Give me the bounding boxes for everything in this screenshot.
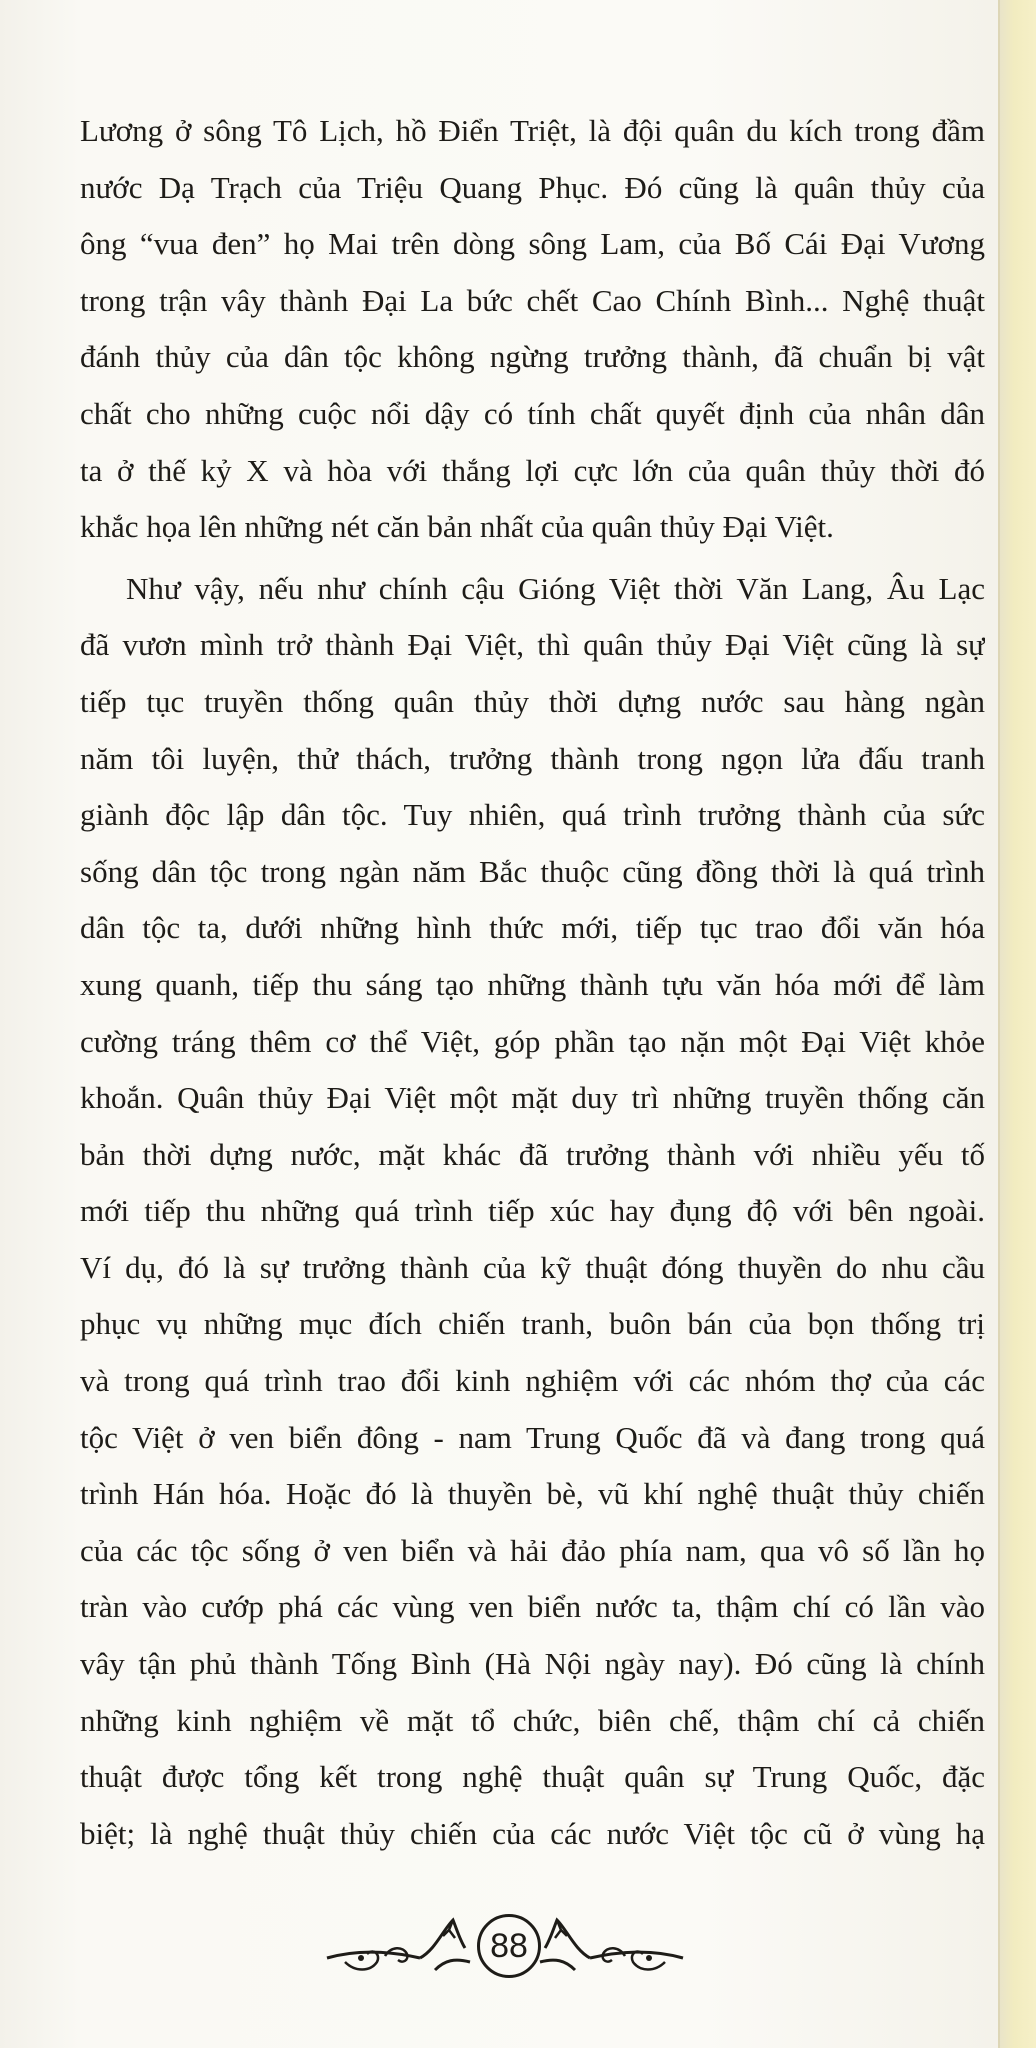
text-line: vây tận phủ thành Tống Bình (Hà Nội ngày nay). Đó cũng là chính <box>80 1646 985 1682</box>
text-line: tràn vào cướp phá các vùng ven biển nước ta, thậm chí có lần vào <box>80 1589 985 1625</box>
text-line: trong trận vây thành Đại La bức chết Cao Chính Bình... Nghệ thuật <box>80 282 985 318</box>
text-line: Ví dụ, đó là sự trưởng thành của kỹ thuật đóng thuyền do nhu cầu <box>80 1249 985 1285</box>
text-line: đã vươn mình trở thành Đại Việt, thì quân thủy Đại Việt cũng là sự <box>80 627 985 663</box>
paragraph <box>80 103 985 556</box>
text-line: phục vụ những mục đích chiến tranh, buôn bán của bọn thống trị <box>80 1306 985 1342</box>
text-line: của các tộc sống ở ven biển và hải đảo phía nam, qua vô số lần họ <box>80 1532 985 1568</box>
text-line: nước Dạ Trạch của Triệu Quang Phục. Đó cũng là quân thủy của <box>80 169 985 205</box>
text-line: thuật được tổng kết trong nghệ thuật quân sự Trung Quốc, đặc <box>80 1759 985 1795</box>
paragraph <box>80 561 985 1863</box>
text-line: Lương ở sông Tô Lịch, hồ Điển Triệt, là đội quân du kích trong đầm <box>80 113 985 148</box>
text-line: tiếp tục truyền thống quân thủy thời dựng nước sau hàng ngàn <box>80 683 985 719</box>
body-text <box>80 103 985 1862</box>
text-line: ông “vua đen” họ Mai trên dòng sông Lam, của Bố Cái Đại Vương <box>80 226 985 262</box>
text-line: năm tôi luyện, thử thách, trưởng thành trong ngọn lửa đấu tranh <box>80 740 985 776</box>
text-line: giành độc lập dân tộc. Tuy nhiên, quá trình trưởng thành của sức <box>80 797 985 833</box>
text-line: bản thời dựng nước, mặt khác đã trưởng thành với nhiều yếu tố <box>80 1136 985 1172</box>
page-footer-ornament <box>325 1900 685 1990</box>
text-line: đánh thủy của dân tộc không ngừng trưởng thành, đã chuẩn bị vật <box>80 339 985 375</box>
text-line: tộc Việt ở ven biển đông - nam Trung Quốc đã và đang trong quá <box>80 1419 985 1455</box>
text-line: chất cho những cuộc nổi dậy có tính chất quyết định của nhân dân <box>80 395 985 431</box>
text-line: khắc họa lên những nét căn bản nhất của quân thủy Đại Việt. <box>80 509 834 545</box>
left-flourish-icon <box>325 1900 475 1990</box>
text-line: sống dân tộc trong ngàn năm Bắc thuộc cũng đồng thời là quá trình <box>80 853 985 889</box>
page-edge <box>998 0 1036 2048</box>
text-line: xung quanh, tiếp thu sáng tạo những thành tựu văn hóa mới để làm <box>80 966 985 1002</box>
text-line: Như vậy, nếu như chính cậu Gióng Việt thời Văn Lang, Âu Lạc <box>126 570 985 606</box>
right-flourish-icon <box>535 1900 685 1990</box>
text-line: mới tiếp thu những quá trình tiếp xúc hay đụng độ với bên ngoài. <box>80 1193 985 1229</box>
text-line: khoắn. Quân thủy Đại Việt một mặt duy trì những truyền thống căn <box>80 1080 985 1116</box>
text-line: những kinh nghiệm về mặt tổ chức, biên chế, thậm chí cả chiến <box>80 1702 985 1738</box>
text-line: trình Hán hóa. Hoặc đó là thuyền bè, vũ khí nghệ thuật thủy chiến <box>80 1476 985 1512</box>
text-line: dân tộc ta, dưới những hình thức mới, tiếp tục trao đổi văn hóa <box>80 910 985 946</box>
text-line: cường tráng thêm cơ thể Việt, góp phần tạo nặn một Đại Việt khỏe <box>80 1023 985 1059</box>
page-number: 88 <box>477 1914 541 1978</box>
text-line: và trong quá trình trao đổi kinh nghiệm với các nhóm thợ của các <box>80 1363 985 1399</box>
text-line: ta ở thế kỷ X và hòa với thắng lợi cực lớn của quân thủy thời đó <box>80 452 985 488</box>
text-line: biệt; là nghệ thuật thủy chiến của các nước Việt tộc cũ ở vùng hạ <box>80 1815 985 1851</box>
